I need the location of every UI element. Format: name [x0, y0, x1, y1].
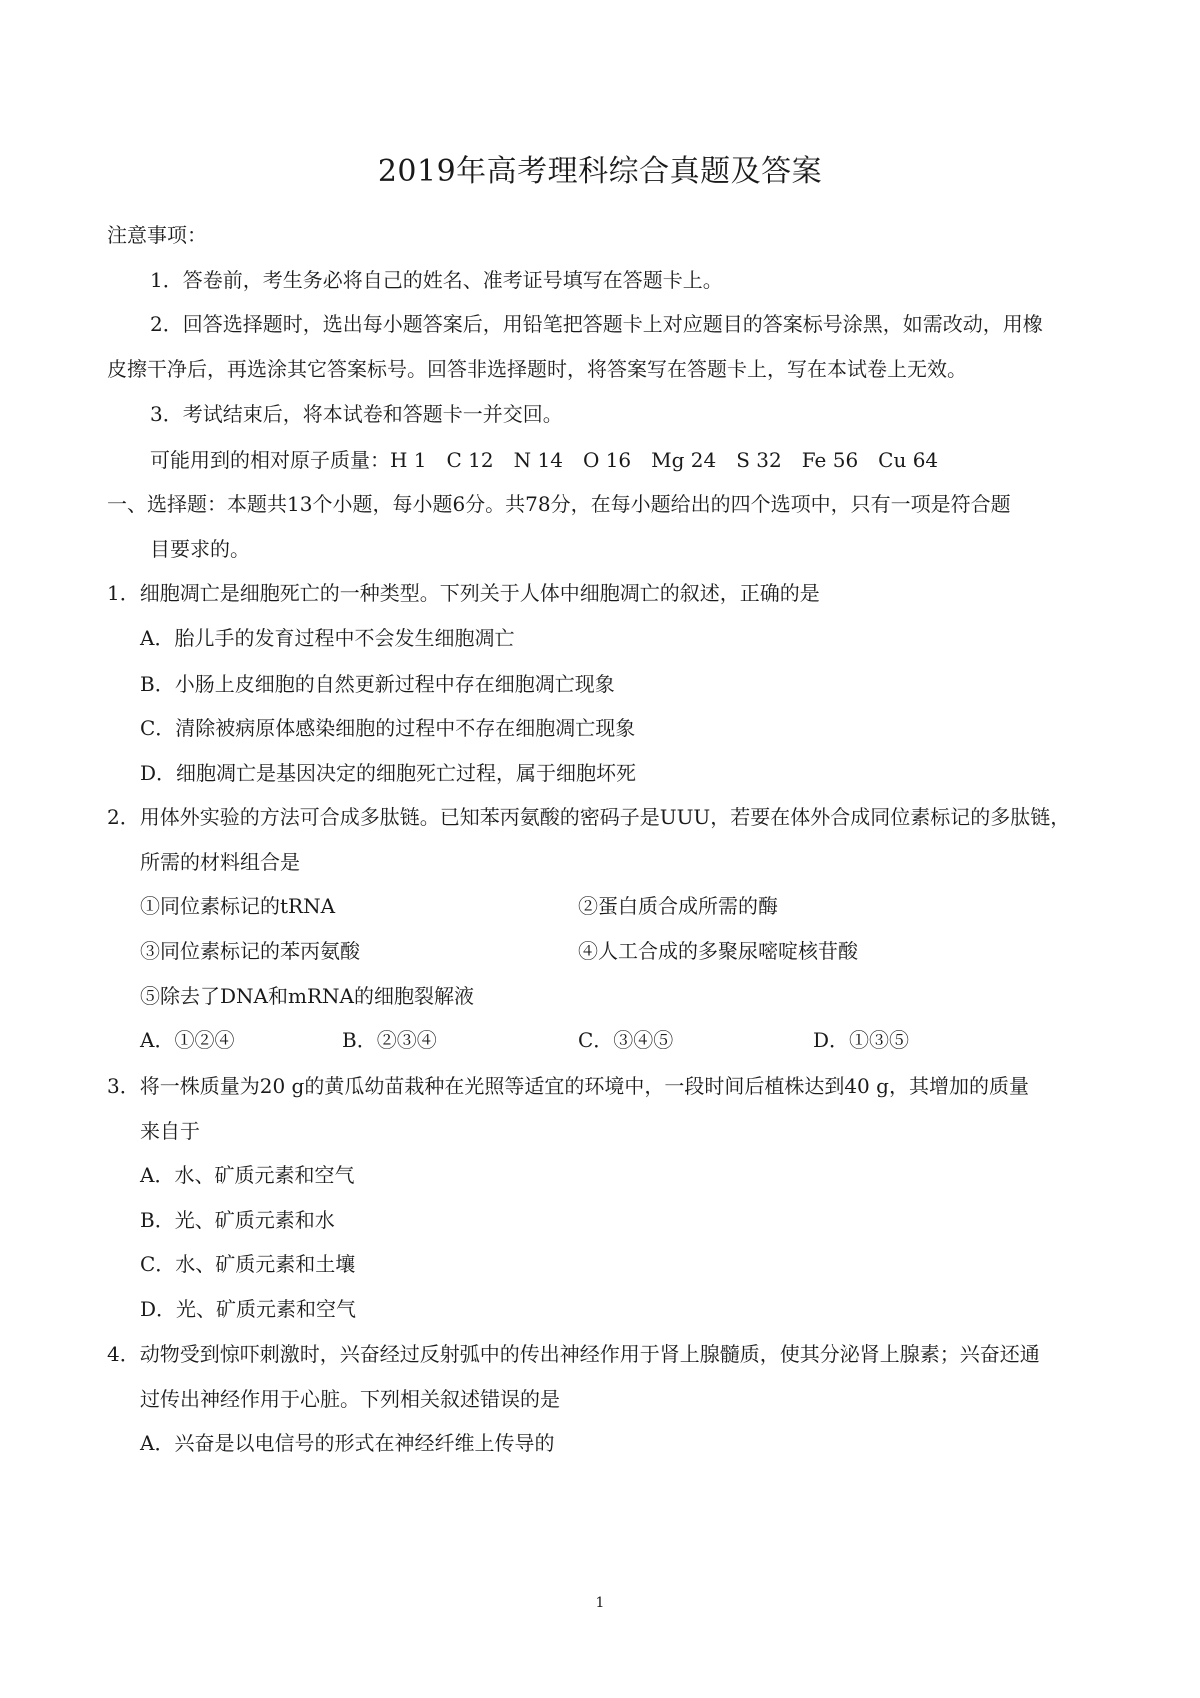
question-4-stem-line-1: 4．动物受到惊吓刺激时，兴奋经过反射弧中的传出神经作用于肾上腺髓质，使其分泌肾上腺素；兴奋还通: [107, 1342, 1040, 1366]
question-2-option-d: D．①③⑤: [813, 1028, 910, 1052]
section-heading-line-1: 一、选择题：本题共13个小题，每小题6分。共78分，在每小题给出的四个选项中，只有一项是符合题: [107, 492, 1011, 516]
question-2-option-a: A．①②④: [140, 1028, 235, 1052]
page-number: 1: [595, 1595, 605, 1611]
notice-heading: 注意事项：: [107, 223, 207, 247]
notice-item-2-line-1: 2．回答选择题时，选出每小题答案后，用铅笔把答题卡上对应题目的答案标号涂黑，如需改动，用橡: [150, 312, 1043, 336]
question-4-stem-line-2: 过传出神经作用于心脏。下列相关叙述错误的是: [140, 1387, 560, 1411]
question-3-stem-line-2: 来自于: [140, 1119, 200, 1143]
question-2-material-2: ②蛋白质合成所需的酶: [578, 894, 778, 918]
question-1-option-b: B．小肠上皮细胞的自然更新过程中存在细胞凋亡现象: [140, 672, 615, 696]
notice-item-3: 3．考试结束后，将本试卷和答题卡一并交回。: [150, 402, 563, 426]
question-2-material-3: ③同位素标记的苯丙氨酸: [140, 939, 360, 963]
atomic-mass-line: 可能用到的相对原子质量：H 1 C 12 N 14 O 16 Mg 24 S 32 Fe 56 Cu 64: [150, 448, 939, 472]
question-2-option-b: B．②③④: [342, 1028, 437, 1052]
question-2-material-4: ④人工合成的多聚尿嘧啶核苷酸: [578, 939, 858, 963]
question-2-stem-line-2: 所需的材料组合是: [140, 850, 300, 874]
question-1-stem: 1．细胞凋亡是细胞死亡的一种类型。下列关于人体中细胞凋亡的叙述，正确的是: [107, 581, 820, 605]
question-3-option-d: D．光、矿质元素和空气: [140, 1297, 357, 1321]
question-4-option-a: A．兴奋是以电信号的形式在神经纤维上传导的: [140, 1431, 555, 1455]
section-heading-line-2: 目要求的。: [150, 537, 250, 561]
question-1-option-c: C．清除被病原体感染细胞的过程中不存在细胞凋亡现象: [140, 716, 636, 740]
question-3-option-a: A．水、矿质元素和空气: [140, 1163, 355, 1187]
page-title: 2019年高考理科综合真题及答案: [377, 154, 823, 189]
question-1-option-a: A．胎儿手的发育过程中不会发生细胞凋亡: [140, 626, 515, 650]
question-2-option-c: C．③④⑤: [578, 1028, 674, 1052]
question-2-stem-line-1: 2．用体外实验的方法可合成多肽链。已知苯丙氨酸的密码子是UUU，若要在体外合成同位素标记的多肽链，: [107, 805, 1071, 829]
question-2-material-5: ⑤除去了DNA和mRNA的细胞裂解液: [140, 984, 474, 1008]
question-3-stem-line-1: 3．将一株质量为20 g的黄瓜幼苗栽种在光照等适宜的环境中，一段时间后植株达到40 g，其增加的质量: [107, 1074, 1029, 1098]
notice-item-2-line-2: 皮擦干净后，再选涂其它答案标号。回答非选择题时，将答案写在答题卡上，写在本试卷上无效。: [107, 357, 967, 381]
question-3-option-c: C．水、矿质元素和土壤: [140, 1252, 356, 1276]
question-2-material-1: ①同位素标记的tRNA: [140, 894, 336, 918]
question-3-option-b: B．光、矿质元素和水: [140, 1208, 335, 1232]
question-1-option-d: D．细胞凋亡是基因决定的细胞死亡过程，属于细胞坏死: [140, 761, 637, 785]
notice-item-1: 1．答卷前，考生务必将自己的姓名、准考证号填写在答题卡上。: [150, 268, 723, 292]
